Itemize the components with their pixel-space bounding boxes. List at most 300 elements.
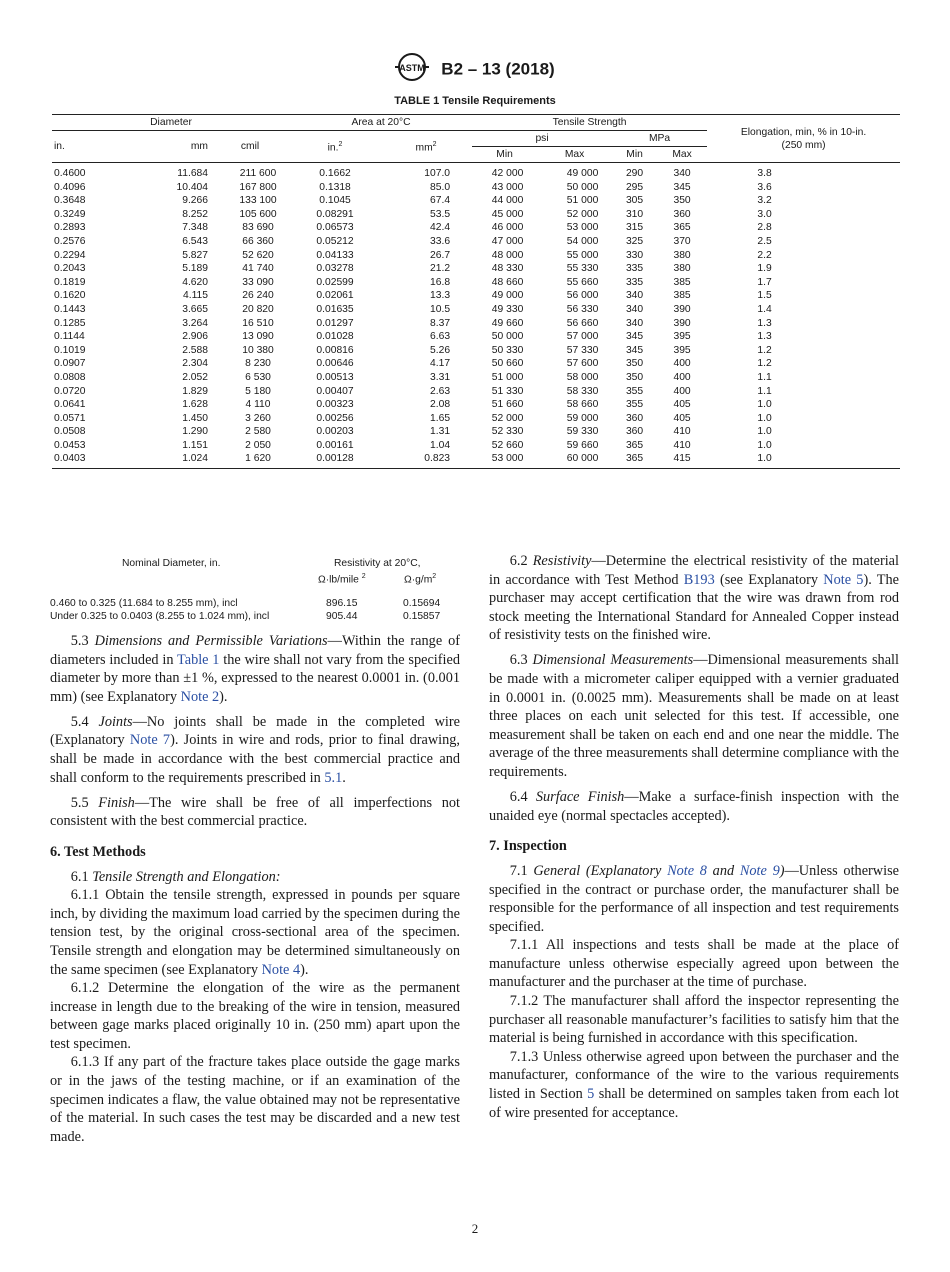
table-cell: 345 — [625, 331, 644, 343]
para-6-1-1: 6.1.1 Obtain the tensile strength, expressed in pounds per square inch, by dividing the maximum load carried by the specimen during the tension test, by the original cross-sectional area of the specimen. Tensile strength and elongation may be determined simultaneously on the same specimen (see Explanatory Note 4). — [50, 887, 460, 978]
link-note-4[interactable]: Note 4 — [261, 961, 301, 978]
table-cell: 2.304 — [182, 358, 208, 370]
table-cell: 3.31 — [430, 371, 451, 383]
table-cell: 310 — [625, 208, 644, 220]
table-cell: 53.5 — [430, 208, 451, 220]
res-header-unit2: $\Omega\cdot g/m^2$ — [404, 573, 437, 586]
table-cell: 53 000 — [472, 452, 537, 468]
header-elongation: Elongation, min, % in 10-in. (250 mm) — [707, 115, 900, 163]
table-cell: 350 — [625, 371, 644, 383]
table-cell: 0.08291 — [316, 208, 354, 220]
table-cell: 57 600 — [566, 358, 599, 370]
table-cell: 365 — [673, 222, 691, 234]
table-cell: 83 690 — [242, 222, 274, 234]
table-cell: 3.6 — [757, 181, 772, 193]
link-note-2[interactable]: Note 2 — [180, 688, 220, 705]
table-cell: 53 000 — [566, 222, 599, 234]
table-cell: 385 — [673, 290, 691, 302]
header-diameter: Diameter — [52, 115, 290, 131]
table-cell: 1.04 — [430, 439, 451, 451]
table-cell: 1.829 — [182, 385, 208, 397]
table-cell: 41 740 — [242, 263, 274, 275]
table-cell: 350 — [625, 358, 644, 370]
res-header-resistivity: Resistivity at 20°C, — [334, 558, 421, 569]
table-cell: 350 — [673, 195, 691, 207]
table-cell: 0.4096 — [54, 181, 86, 193]
table-cell: 1.0 — [757, 399, 772, 411]
table-cell: 360 — [625, 426, 644, 438]
right-column — [489, 552, 899, 1122]
table-cell: 0.0641 — [54, 399, 86, 411]
table-cell: 0.1285 — [54, 317, 86, 329]
table-cell: 52 660 — [491, 439, 524, 451]
table-cell: 20 820 — [242, 303, 274, 315]
table-cell: 1.3 — [757, 331, 772, 343]
table-cell: 1.1 — [757, 371, 772, 383]
para-6-1-3: 6.1.3 If any part of the fracture takes place outside the gage marks or in the jaws of the testing machine, or if an examination of the specimen indicates a flaw, the value obtained may not be representative of the material. In such cases the test may be discarded and a new test made. — [50, 1054, 460, 1145]
table-cell: 0.1019 — [54, 344, 86, 356]
page-header — [0, 52, 950, 87]
table-cell: 0.1045 — [319, 195, 351, 207]
table-cell: 1.3 — [757, 317, 772, 329]
table-cell: 0.0453 — [54, 439, 86, 451]
table-cell: 56 000 — [566, 290, 599, 302]
table-cell: 335 — [625, 276, 644, 288]
table-cell: 3 260 — [245, 412, 271, 424]
section-heading-7: 7. Inspection — [489, 838, 567, 855]
table-cell: 2.5 — [757, 235, 772, 247]
table-cell: 8.252 — [182, 208, 208, 220]
table-row — [52, 276, 900, 290]
para-6-4: 6.4 Surface Finish—Make a surface-finish inspection with the unaided eye (normal spectacles accepted). — [489, 789, 899, 824]
table-cell: 390 — [673, 317, 691, 329]
table-cell: 4.620 — [182, 276, 208, 288]
table-cell: 3.0 — [757, 208, 772, 220]
table-cell: 50 000 — [566, 181, 599, 193]
para-6-2: 6.2 Resistivity—Determine the electrical resistivity of the material in accordance with Test Method B193 (see Explanatory Note 5). The purchaser may accept certification that the wire was drawn from rod stock meeting the International Standard for Annealed Copper instead of resistivity tests on the finished wire. — [489, 553, 899, 644]
table-cell: 0.0907 — [54, 358, 86, 370]
table-cell: 5.26 — [430, 344, 451, 356]
para-6-1-2: 6.1.2 Determine the elongation of the wire as the permanent increase in length due to the breaking of the wire in tension, measured between gage marks placed originally 10 in. (250 mm) apart upon the test specimen. — [50, 980, 460, 1052]
table-cell: 0.2043 — [54, 263, 86, 275]
table-cell: 51 000 — [491, 371, 524, 383]
link-note-8[interactable]: Note 8 — [667, 862, 707, 879]
table-cell: 1.2 — [757, 344, 772, 356]
table-cell: 380 — [673, 263, 691, 275]
table-cell: 56 660 — [566, 317, 599, 329]
table-row — [52, 344, 900, 358]
res-row: 0.460 to 0.325 (11.684 to 8.255 mm), incl 896.15 0.15694 — [50, 598, 441, 609]
table-cell: 51 000 — [566, 195, 599, 207]
table-cell: 10.5 — [430, 303, 451, 315]
table-cell: 345 — [625, 344, 644, 356]
table-cell: 0.02061 — [316, 290, 354, 302]
header-in2: in.$^2$ — [290, 131, 380, 163]
table-row — [52, 357, 900, 371]
table-cell: 0.0808 — [54, 371, 86, 383]
table-cell: 57 330 — [566, 344, 599, 356]
table-cell: 405 — [673, 399, 691, 411]
table-cell: 49 330 — [491, 303, 524, 315]
table-cell: 8.37 — [430, 317, 451, 329]
table-cell: 315 — [625, 222, 644, 234]
table-cell: 0.01028 — [316, 331, 354, 343]
header-psi-min: Min — [472, 147, 537, 163]
table-cell: 51 660 — [491, 399, 524, 411]
table-cell: 52 000 — [566, 208, 599, 220]
table-cell: 1.9 — [757, 263, 772, 275]
table-cell: 4 110 — [245, 399, 271, 411]
table-cell: 0.2294 — [54, 249, 86, 261]
table-cell: 340 — [625, 303, 644, 315]
table-cell: 1.024 — [122, 452, 210, 468]
table-cell: 105 600 — [239, 208, 277, 220]
para-7-1-2: 7.1.2 The manufacturer shall afford the inspector representing the purchaser all reasonable manufacturer’s facilities to satisfy him that the material is being furnished in accordance with this specification. — [489, 993, 899, 1047]
table-cell: 1.4 — [757, 303, 772, 315]
table-cell: 2.2 — [757, 249, 772, 261]
table-cell: 1.65 — [430, 412, 451, 424]
table-cell: 52 330 — [491, 426, 524, 438]
link-note-5[interactable]: Note 5 — [823, 571, 864, 588]
table-cell: 43 000 — [491, 181, 524, 193]
table-cell: 52 620 — [242, 249, 274, 261]
table-cell: 21.2 — [430, 263, 451, 275]
table-row — [52, 208, 900, 222]
table-cell: 57 000 — [566, 331, 599, 343]
table-cell: 54 000 — [566, 235, 599, 247]
table-cell: 0.0403 — [52, 452, 122, 468]
table-cell: 13 090 — [242, 331, 274, 343]
table-cell: 1.628 — [182, 399, 208, 411]
table-cell: 16 510 — [242, 317, 274, 329]
table-cell: 2.588 — [182, 344, 208, 356]
table-cell: 59 000 — [566, 412, 599, 424]
table-cell: 400 — [673, 371, 691, 383]
table-cell: 59 330 — [566, 426, 599, 438]
table-cell: 133 100 — [239, 195, 277, 207]
table-cell: 0.03278 — [316, 263, 354, 275]
table-cell: 1.290 — [182, 426, 208, 438]
table-cell: 11.684 — [177, 168, 208, 179]
table-row — [52, 163, 900, 181]
header-mpa-min: Min — [612, 147, 657, 163]
section-heading-6: 6. Test Methods — [50, 843, 146, 860]
table-row — [52, 249, 900, 263]
table-cell: 4.17 — [430, 358, 451, 370]
table-cell: 47 000 — [491, 235, 524, 247]
table-cell: 49 000 — [566, 168, 599, 179]
table-cell: 345 — [673, 181, 691, 193]
para-5-3: 5.3 Dimensions and Permissible Variations—Within the range of diameters included in Table 1 the wire shall not vary from the specified diameter by more than ±1 %, expressed to the nearest 0.0001 in. (0.001 mm) (see Explanatory Note 2). — [50, 633, 461, 705]
table-cell: 0.01635 — [316, 303, 354, 315]
table-cell: 2.8 — [757, 222, 772, 234]
table-cell: 0.00816 — [316, 344, 354, 356]
table-row — [52, 385, 900, 399]
table-cell: 9.266 — [182, 195, 208, 207]
table-cell: 1.31 — [430, 426, 451, 438]
table-cell: 3.2 — [757, 195, 772, 207]
table-cell: 26 240 — [242, 290, 274, 302]
table-cell: 0.0720 — [54, 385, 86, 397]
table-cell: 0.823 — [380, 452, 472, 468]
table-cell: 0.00161 — [316, 439, 354, 451]
table-cell: 2.052 — [182, 371, 208, 383]
table-cell: 355 — [625, 385, 644, 397]
table-cell: 1.2 — [757, 358, 772, 370]
header-area: Area at 20°C — [290, 115, 472, 131]
table-cell: 52 000 — [491, 412, 524, 424]
table-cell: 50 660 — [491, 358, 524, 370]
table-cell: 58 330 — [566, 385, 599, 397]
header-psi: psi — [472, 131, 612, 147]
header-in: in. — [52, 131, 122, 163]
table-cell: 51 330 — [491, 385, 524, 397]
table-cell: 5.189 — [182, 263, 208, 275]
table-row — [52, 452, 900, 468]
table-cell: 7.348 — [182, 222, 208, 234]
table-cell: 1.450 — [182, 412, 208, 424]
table-cell: 167 800 — [239, 181, 277, 193]
table-cell: 67.4 — [430, 195, 451, 207]
table-cell: 13.3 — [430, 290, 451, 302]
table-cell: 0.3249 — [54, 208, 86, 220]
table-cell: 6.543 — [182, 235, 208, 247]
para-7-1: 7.1 General (Explanatory Note 8 and Note 9)—Unless otherwise specified in the contract or purchase order, the manufacturer shall be responsible for the performance of all inspection and test requirements specified. — [489, 862, 900, 935]
table-cell: 1.0 — [757, 439, 772, 451]
table-cell: 390 — [673, 303, 691, 315]
header-psi-max: Max — [537, 147, 612, 163]
table-cell: 33 090 — [242, 276, 274, 288]
table-cell: 290 — [625, 168, 644, 179]
table-cell: 355 — [625, 399, 644, 411]
table-cell: 370 — [673, 235, 691, 247]
para-5-4: 5.4 Joints—No joints shall be made in the completed wire (Explanatory Note 7). Joints in wire and rods, prior to final drawing, shall be made in accordance with the best commercial practice and shall conform to the requirements prescribed in 5.1. — [50, 713, 460, 786]
table-cell: 1.151 — [182, 439, 208, 451]
table-cell: 42 000 — [491, 168, 524, 179]
table-row — [52, 289, 900, 303]
header-mpa: MPa — [612, 131, 707, 147]
table-cell: 8 230 — [245, 358, 271, 370]
table-cell: 2.08 — [430, 399, 451, 411]
res-header-unit1: Ω·lb/mile $^2$ — [318, 573, 366, 586]
table-cell: 0.2576 — [54, 235, 86, 247]
table-cell: 0.00203 — [316, 426, 354, 438]
table-cell: 2.63 — [430, 385, 451, 397]
table-cell: 55 330 — [566, 263, 599, 275]
table-cell: 3.264 — [182, 317, 208, 329]
table-cell: 55 660 — [566, 276, 599, 288]
table-cell: 0.1443 — [54, 303, 86, 315]
table-row — [52, 303, 900, 317]
table-cell: 330 — [625, 249, 644, 261]
table-cell: 58 660 — [566, 399, 599, 411]
table-body — [52, 163, 900, 469]
table-cell: 0.1620 — [54, 290, 86, 302]
svg-text:ASTM: ASTM — [399, 63, 426, 73]
table-cell: 45 000 — [491, 208, 524, 220]
table-cell: 33.6 — [430, 235, 451, 247]
table-cell: 340 — [625, 317, 644, 329]
header-cmil: cmil — [210, 131, 290, 163]
astm-logo-icon — [395, 52, 429, 87]
table-cell: 58 000 — [566, 371, 599, 383]
table-cell: 0.00407 — [316, 385, 354, 397]
table-cell: 0.1144 — [54, 331, 85, 343]
table-cell: 395 — [673, 344, 691, 356]
link-note-7[interactable]: Note 7 — [129, 732, 171, 749]
table-cell: 365 — [625, 439, 644, 451]
header-tensile: Tensile Strength — [472, 115, 707, 131]
table-cell: 400 — [673, 358, 691, 370]
table-cell: 50 330 — [491, 344, 524, 356]
table-cell: 5 180 — [245, 385, 271, 397]
table-cell: 395 — [673, 331, 691, 343]
table-cell: 85.0 — [430, 181, 451, 193]
res-header-diameter: Nominal Diameter, in. — [122, 558, 221, 569]
table-cell: 0.3648 — [54, 195, 86, 207]
table-cell: 1.0 — [707, 452, 900, 468]
table-cell: 0.4600 — [54, 168, 86, 179]
link-note-9[interactable]: Note 9 — [739, 862, 780, 879]
table-cell: 42.4 — [430, 222, 451, 234]
table-cell: 0.00128 — [290, 452, 380, 468]
table-title: TABLE 1 Tensile Requirements — [394, 95, 556, 107]
link-section-5-1[interactable]: 5.1 — [324, 769, 343, 786]
table-cell: 1.7 — [757, 276, 772, 288]
table-cell: 0.1662 — [319, 168, 351, 179]
header-mpa-max: Max — [657, 147, 707, 163]
header-mm2: $mm^2$ — [380, 131, 472, 163]
table-cell: 0.04133 — [316, 249, 354, 261]
table-cell: 360 — [625, 412, 644, 424]
table-cell: 1.5 — [757, 290, 772, 302]
table-cell: 4.115 — [182, 290, 208, 302]
para-6-1: 6.1 Tensile Strength and Elongation: — [70, 868, 281, 885]
standard-designation: B2 – 13 (2018) — [441, 59, 555, 79]
table-row — [52, 181, 900, 195]
link-section-5[interactable]: 5 — [587, 1086, 595, 1103]
table-cell: 340 — [625, 290, 644, 302]
table-cell: 0.06573 — [316, 222, 354, 234]
table-cell: 1.1 — [757, 385, 772, 397]
table-cell: 107.0 — [424, 168, 451, 179]
table-cell: 26.7 — [430, 249, 451, 261]
para-7-1-1: 7.1.1 All inspections and tests shall be made at the place of manufacture unless otherwise especially agreed upon between the manufacturer and the purchaser at the time of purchase. — [489, 937, 899, 991]
table-cell: 60 000 — [537, 452, 612, 468]
table-cell: 410 — [673, 439, 691, 451]
table-cell: 49 000 — [491, 290, 524, 302]
para-6-3: 6.3 Dimensional Measurements—Dimensional measurements shall be made with a micrometer caliper equipped with a vernier graduated in 0.0001 in. (0.0025 mm). Measurements shall be made on at least three places on each unit selected for this test. If accessible, one measurement shall be taken on each end and one near the middle. The average of the three measurements shall determine compliance with the requirements. — [489, 652, 899, 781]
table-cell: 365 — [612, 452, 657, 468]
table-cell: 1.0 — [757, 426, 772, 438]
table-cell: 0.05212 — [316, 235, 354, 247]
table-cell: 410 — [673, 426, 691, 438]
table-cell: 0.2893 — [54, 222, 86, 234]
table-cell: 415 — [657, 452, 707, 468]
table-cell: 5.827 — [182, 249, 208, 261]
tensile-requirements-table — [52, 114, 900, 469]
table-cell: 295 — [625, 181, 644, 193]
table-cell: 6 530 — [245, 371, 271, 383]
table-cell: 50 000 — [491, 331, 524, 343]
link-table-1[interactable]: Table 1 — [176, 651, 220, 668]
table-cell: 10.404 — [176, 181, 208, 193]
link-b193[interactable]: B193 — [683, 571, 715, 588]
page-number: 2 — [471, 1221, 479, 1236]
table-cell: 1.0 — [757, 412, 772, 424]
table-cell: 400 — [673, 385, 691, 397]
table-cell: 0.0571 — [54, 412, 86, 424]
table-cell: 0.01297 — [316, 317, 354, 329]
table-cell: 59 660 — [566, 439, 599, 451]
table-row — [52, 371, 900, 385]
table-cell: 55 000 — [566, 249, 599, 261]
table-row — [52, 412, 900, 426]
table-cell: 48 660 — [491, 276, 524, 288]
table-cell: 6.63 — [430, 331, 451, 343]
table-cell: 325 — [625, 235, 644, 247]
table-cell: 46 000 — [491, 222, 524, 234]
table-cell: 360 — [673, 208, 691, 220]
table-cell: 0.00323 — [316, 399, 354, 411]
table-cell: 405 — [673, 412, 691, 424]
table-cell: 340 — [673, 168, 691, 179]
table-row — [52, 235, 900, 249]
table-cell: 49 660 — [491, 317, 524, 329]
table-cell: 0.00646 — [316, 358, 354, 370]
table-cell: 2.906 — [182, 331, 208, 343]
table-cell: 10 380 — [242, 344, 274, 356]
table-row — [52, 221, 900, 235]
table-row — [52, 439, 900, 453]
table-row — [52, 317, 900, 331]
table-cell: 0.00256 — [316, 412, 354, 424]
table-cell: 3.8 — [757, 168, 772, 179]
table-row — [52, 425, 900, 439]
table-cell: 2 580 — [245, 426, 271, 438]
table-row — [52, 330, 900, 344]
table-cell: 0.1318 — [319, 181, 351, 193]
table-cell: 48 000 — [491, 249, 524, 261]
table-cell: 385 — [673, 276, 691, 288]
table-cell: 66 360 — [242, 235, 274, 247]
table-cell: 16.8 — [430, 276, 451, 288]
resistivity-table — [50, 557, 460, 623]
table-cell: 56 330 — [566, 303, 599, 315]
table-cell: 380 — [673, 249, 691, 261]
res-row: Under 0.325 to 0.0403 (8.255 to 1.024 mm), incl 905.44 0.15857 — [50, 611, 441, 622]
table-cell: 2 050 — [245, 439, 271, 451]
header-mm: mm — [122, 131, 210, 163]
table-cell: 211 600 — [239, 168, 277, 179]
table-cell: 0.0508 — [54, 426, 86, 438]
table-cell: 48 330 — [491, 263, 524, 275]
table-cell: 3.665 — [182, 303, 208, 315]
para-5-5: 5.5 Finish—The wire shall be free of all imperfections not consistent with the best commercial practice. — [50, 794, 460, 830]
table-row — [52, 194, 900, 208]
table-row — [52, 262, 900, 276]
table-row — [52, 398, 900, 412]
table-cell: 305 — [625, 195, 644, 207]
table-cell: 44 000 — [491, 195, 524, 207]
table-cell: 0.02599 — [316, 276, 354, 288]
table-cell: 335 — [625, 263, 644, 275]
left-column — [50, 632, 460, 1146]
table-cell: 0.00513 — [316, 371, 354, 383]
table-cell: 0.1819 — [54, 276, 86, 288]
para-7-1-3: 7.1.3 Unless otherwise agreed upon between the purchaser and the manufacturer, conformance of the wire to the various requirements listed in Section 5 shall be determined on samples taken from each lot of wire presented for acceptance. — [489, 1048, 900, 1121]
table-cell: 1 620 — [210, 452, 290, 468]
